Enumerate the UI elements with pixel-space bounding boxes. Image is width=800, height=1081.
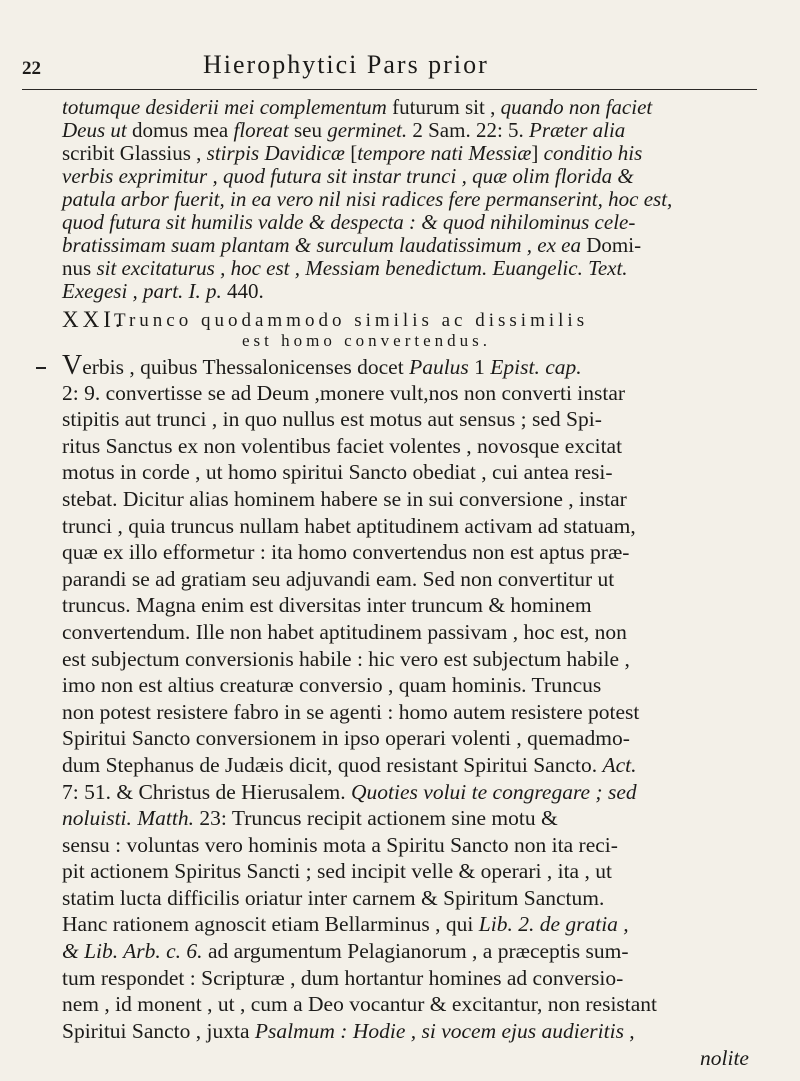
text-line xyxy=(62,991,762,1018)
text: nem , id monent , ut , cum a Deo vocantur & excitantur, non resistant xyxy=(62,992,658,1017)
text-line xyxy=(62,885,762,912)
text-line xyxy=(62,938,762,965)
text-line xyxy=(62,142,762,165)
text-line xyxy=(62,779,762,806)
text: est subjectum conversionis habile : hic vero est subjectum habile , xyxy=(62,646,630,671)
text-line xyxy=(62,459,762,486)
text-line xyxy=(62,566,762,593)
text-line xyxy=(62,592,762,619)
running-title: Hierophytici Pars prior xyxy=(203,50,489,79)
text: statim lucta difficilis oriatur inter carnem & Spiritum Sanctum. xyxy=(62,885,605,910)
text: dum Stephanus de Judæis dicit, quod resistant Spiritui Sancto. xyxy=(62,752,603,777)
text: convertendum. Ille non habet aptitudinem passivam , hoc est, non xyxy=(62,619,627,644)
text-line xyxy=(62,380,762,407)
text: non potest resistere fabro in se agenti : homo autem resistere potest xyxy=(62,699,640,724)
text: truncus. Magna enim est diversitas inter truncum & hominem xyxy=(62,593,592,618)
italic-text: Quoties volui te congregare ; sed xyxy=(351,779,637,804)
italic-text: floreat xyxy=(233,118,289,142)
italic-text: Præter alia xyxy=(529,118,626,142)
text: stebat. Dicitur alias hominem habere se in sui conversione , instar xyxy=(62,486,627,511)
text: [ xyxy=(344,141,358,165)
text: ] xyxy=(531,141,544,165)
text: stipitis aut trunci , in quo nullus est motus aut sensus ; sed Spi- xyxy=(62,407,602,432)
text-line xyxy=(62,165,762,188)
text: pit actionem Spiritus Sancti ; sed incipit velle & operari , ita , ut xyxy=(62,859,612,884)
text-line xyxy=(62,752,762,779)
text-line xyxy=(62,1018,762,1045)
text: trunci , quia truncus nullam habet aptitudinem activam ad statuam, xyxy=(62,513,636,538)
italic-text: quod futura sit humilis valde & despecta : & quod nihilominus cele- xyxy=(62,210,636,234)
paragraph-continuation xyxy=(62,96,762,303)
text: Domi- xyxy=(580,233,642,257)
italic-text: Epist. cap. xyxy=(490,355,582,379)
italic-text: quando non faciet xyxy=(500,95,653,119)
section-heading-line1: Trunco quodammodo similis ac dissimilis xyxy=(114,310,589,331)
text-line xyxy=(62,672,762,699)
text-line xyxy=(62,486,762,513)
italic-text: Act. xyxy=(602,752,637,777)
text-line xyxy=(62,234,762,257)
text: motus in corde , ut homo spiritui Sancto obediat , cui antea resi- xyxy=(62,460,613,485)
italic-text: sit excitaturus , hoc est , Messiam benedictum. Euangelic. Text. xyxy=(96,256,628,280)
italic-text: Lib. 2. de gratia , xyxy=(478,912,629,937)
italic-text: Exegesi , part. I. p. xyxy=(62,279,222,303)
text: 1 xyxy=(468,355,491,379)
text: 23: Truncus recipit actionem sine motu & xyxy=(194,806,558,831)
text: parandi se ad gratiam seu adjuvandi eam. Sed non convertitur ut xyxy=(62,566,615,591)
text: 2: 9. convertisse se ad Deum ,monere vult,nos non converti instar xyxy=(62,380,626,405)
italic-text: tempore nati Messiæ xyxy=(357,141,532,165)
initial-letter: V xyxy=(62,350,83,381)
text: domus mea xyxy=(126,118,234,142)
text-line xyxy=(62,965,762,992)
paragraph-main xyxy=(62,350,762,1044)
text: seu xyxy=(288,118,328,142)
text-line xyxy=(62,911,762,938)
italic-text: & Lib. Arb. c. 6. xyxy=(62,939,203,964)
text: erbis , quibus Thessalonicenses docet xyxy=(82,355,410,379)
italic-text: patula arbor fuerit, in ea vero nil nisi radices fere permanserint, hoc est, xyxy=(62,187,673,211)
text-line xyxy=(62,725,762,752)
text-line xyxy=(62,805,762,832)
text: ad argumentum Pelagianorum , a præceptis sum- xyxy=(202,939,629,964)
text-line xyxy=(62,433,762,460)
catchword: nolite xyxy=(700,1046,749,1070)
italic-text: bratissimam suam plantam & surculum laudatissimum , ex ea xyxy=(62,233,581,257)
section-heading-line2: est homo convertendus. xyxy=(242,331,491,350)
text: nus xyxy=(62,256,97,280)
text-line xyxy=(62,619,762,646)
text-line xyxy=(62,257,762,280)
text: futurum sit , xyxy=(386,95,501,119)
italic-text: Psalmum : Hodie , si vocem ejus audieritis , xyxy=(254,1018,635,1043)
text: imo non est altius creaturæ conversio , quam hominis. Truncus xyxy=(62,673,602,698)
text: 440. xyxy=(221,279,264,303)
text-line xyxy=(62,406,762,433)
text-line xyxy=(62,350,762,381)
text-line xyxy=(62,858,762,885)
italic-text: Deus ut xyxy=(62,118,127,142)
text: sensu : voluntas vero hominis mota a Spiritu Sancto non ita reci- xyxy=(62,832,618,857)
page-header xyxy=(22,50,762,86)
text: ritus Sanctus ex non volentibus faciet volentes , novosque excitat xyxy=(62,433,623,458)
text-line xyxy=(62,539,762,566)
italic-text: Paulus xyxy=(409,355,469,379)
italic-text: totumque desiderii mei complementum xyxy=(62,95,387,119)
italic-text: conditio his xyxy=(543,141,643,165)
text-line xyxy=(62,280,762,303)
italic-text: germinet. xyxy=(327,118,408,142)
header-rule xyxy=(22,89,757,90)
text-line xyxy=(62,832,762,859)
text: Hanc rationem agnoscit etiam Bellarminus , qui xyxy=(62,912,479,937)
text: 2 Sam. 22: 5. xyxy=(407,118,530,142)
text: scribit Glassius , xyxy=(62,141,207,165)
text: tum respondet : Scripturæ , dum hortantur homines ad conversio- xyxy=(62,965,624,990)
text: quæ ex illo efformetur : ita homo convertendus non est aptus præ- xyxy=(62,540,630,565)
text-line xyxy=(62,96,762,119)
page-number: 22 xyxy=(22,58,41,79)
text: Spiritui Sancto , juxta xyxy=(62,1018,255,1043)
text-line xyxy=(62,211,762,234)
section-number: XXI. xyxy=(62,307,125,332)
italic-text: verbis exprimitur , quod futura sit instar trunci , quæ olim florida & xyxy=(62,164,634,188)
margin-mark xyxy=(36,367,46,369)
text-line xyxy=(62,513,762,540)
text-line xyxy=(62,699,762,726)
text: Spiritui Sancto conversionem in ipso operari volenti , quemadmo- xyxy=(62,726,630,751)
text-line xyxy=(62,646,762,673)
text-line xyxy=(62,119,762,142)
italic-text: noluisti. Matth. xyxy=(62,806,194,831)
text-line xyxy=(62,188,762,211)
text: 7: 51. & Christus de Hierusalem. xyxy=(62,779,352,804)
italic-text: stirpis Davidicæ xyxy=(206,141,345,165)
